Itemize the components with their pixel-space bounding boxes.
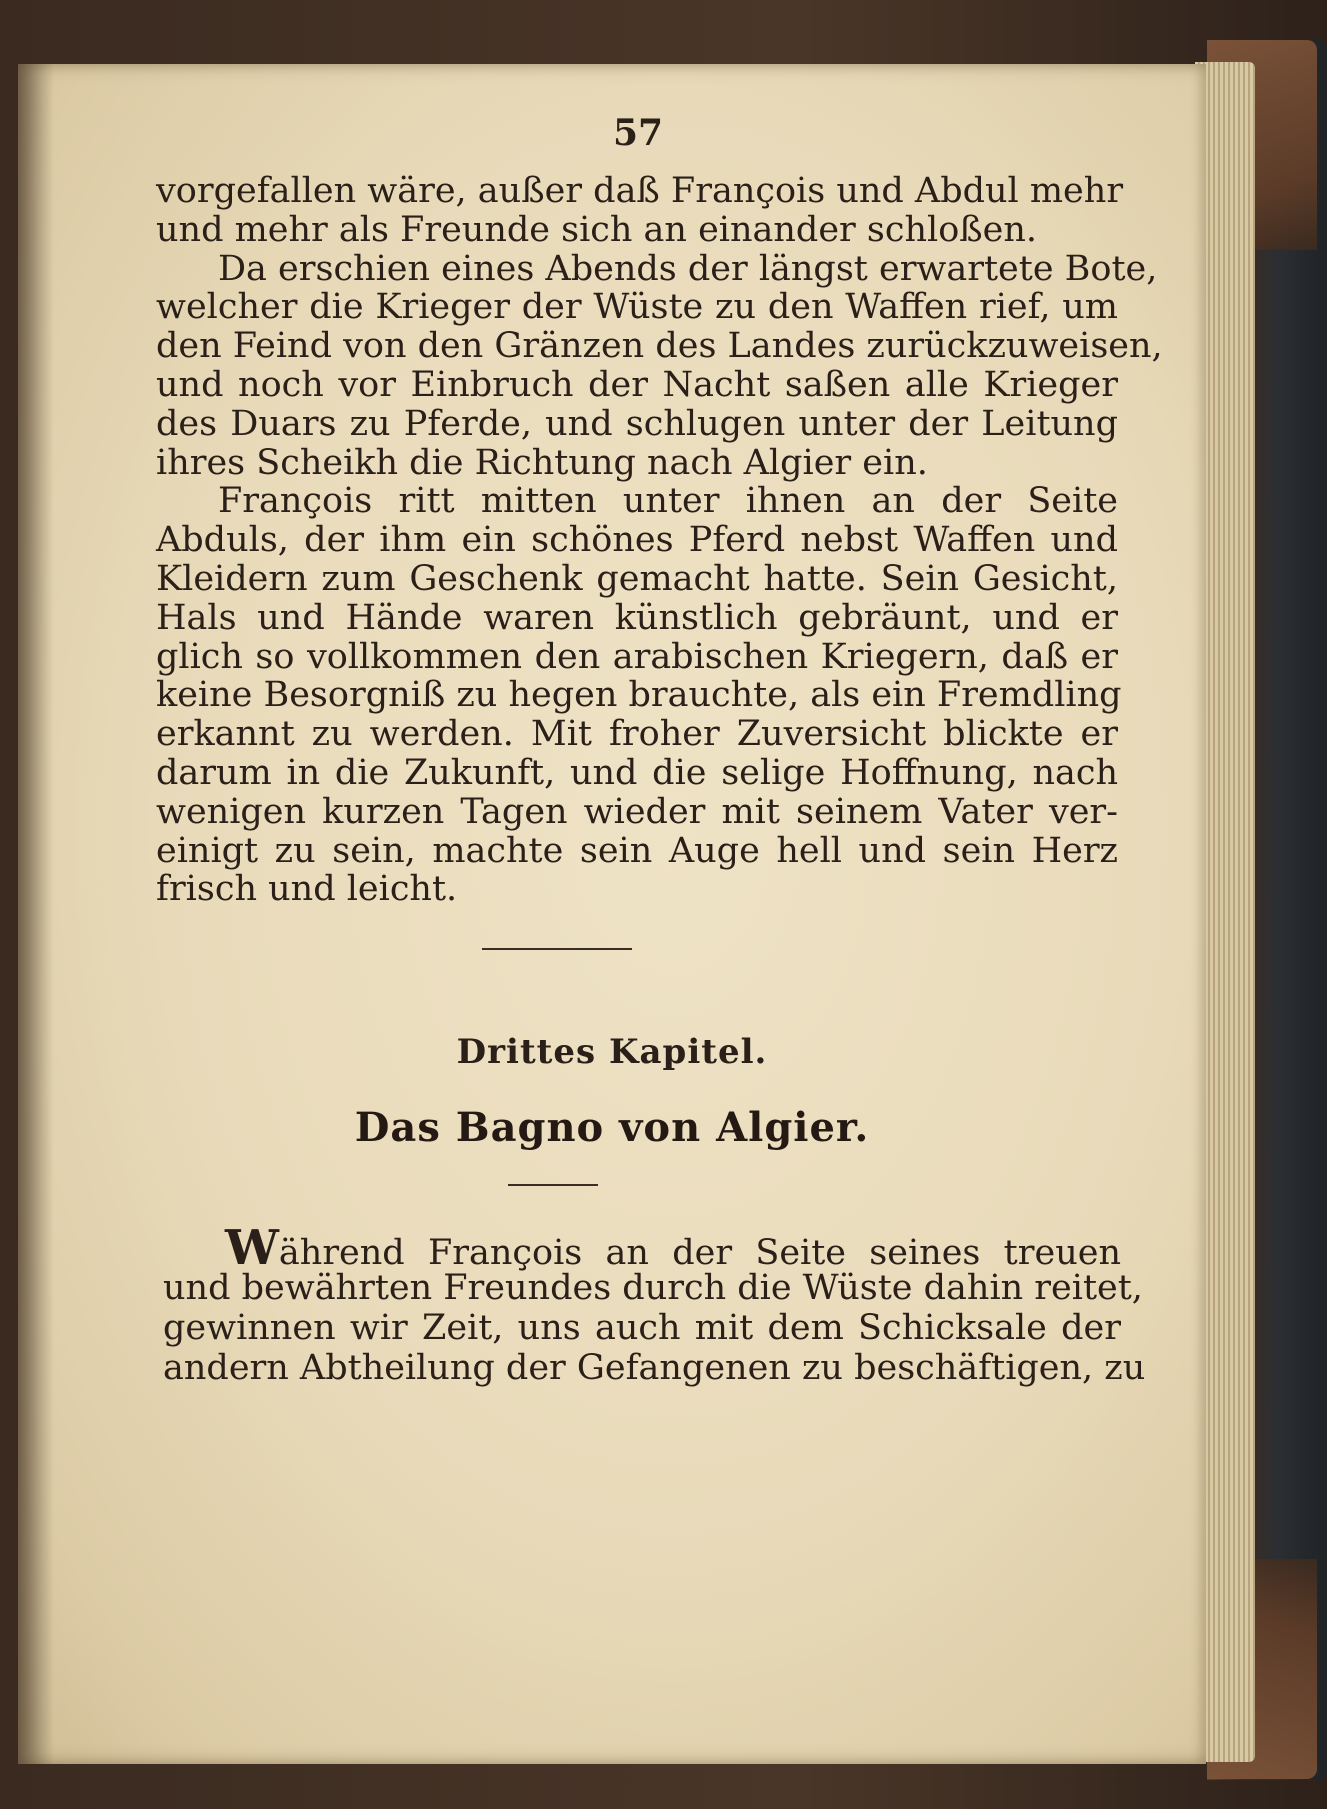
text-line: und mehr als Freunde sich an einander schloßen. <box>156 209 1038 250</box>
text-line: Hals und Hände waren künstlich gebräunt, und er <box>156 597 1118 638</box>
gutter-shadow <box>18 64 54 1764</box>
body-text-top <box>156 171 1163 910</box>
text-line: keine Besorgniß zu hegen brauchte, als ein Fremdling <box>156 675 1122 716</box>
chapter-heading: Drittes Kapitel. <box>456 1032 768 1072</box>
body-text-bottom <box>163 1220 1146 1388</box>
chapter-divider-rule <box>508 1184 598 1186</box>
text-line: gewinnen wir Zeit, uns auch mit dem Schicksale der <box>163 1308 1121 1348</box>
page-number: 57 <box>612 112 664 154</box>
text-line: Abduls, der ihm ein schönes Pferd nebst Waffen und <box>156 520 1118 561</box>
section-divider-rule <box>482 948 632 950</box>
text-line: des Duars zu Pferde, und schlugen unter der Leitung <box>156 403 1118 444</box>
dropcap-letter: W <box>225 1220 279 1276</box>
text-line-first <box>163 1220 1121 1276</box>
text-line: wenigen kurzen Tagen wieder mit seinem Vater ver- <box>156 791 1118 832</box>
text-line: Da erschien eines Abends der längst erwartete Bote, <box>218 248 1158 289</box>
first-line-text: ährend François an der Seite seines treuen <box>278 1233 1121 1273</box>
text-line: glich so vollkommen den arabischen Kriegern, daß er <box>156 636 1118 677</box>
text-line: François ritt mitten unter ihnen an der Seite <box>218 481 1118 522</box>
text-line: und noch vor Einbruch der Nacht saßen alle Krieger <box>156 364 1118 405</box>
text-line: vorgefallen wäre, außer daß François und Abdul mehr <box>156 171 1124 211</box>
text-line: Kleidern zum Geschenk gemacht hatte. Sein Gesicht, <box>156 558 1118 599</box>
text-line: welcher die Krieger der Wüste zu den Waffen rief, um <box>156 287 1118 328</box>
text-line: ihres Scheikh die Richtung nach Algier ein. <box>156 442 928 483</box>
text-line: darum in die Zukunft, und die selige Hoffnung, nach <box>156 752 1118 793</box>
text-line: einigt zu sein, machte sein Auge hell und sein Herz <box>156 830 1118 871</box>
book-page <box>18 64 1206 1764</box>
text-line: andern Abtheilung der Gefangenen zu beschäftigen, zu <box>163 1348 1146 1388</box>
text-line: erkannt zu werden. Mit froher Zuversicht blickte er <box>156 714 1118 755</box>
text-line: frisch und leicht. <box>156 869 458 910</box>
text-line: und bewährten Freundes durch die Wüste dahin reitet, <box>163 1268 1143 1308</box>
chapter-title: Das Bagno von Algier. <box>354 1104 870 1151</box>
text-line: den Feind von den Gränzen des Landes zurückzuweisen, <box>156 326 1163 367</box>
